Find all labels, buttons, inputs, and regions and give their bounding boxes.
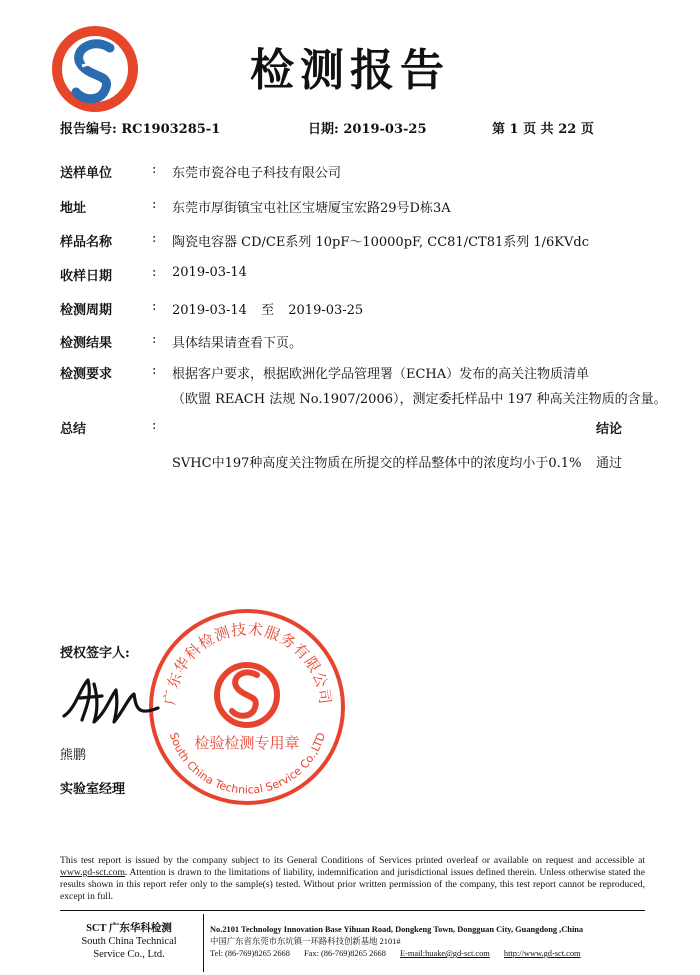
footer-web[interactable]: http://www.gd-sct.com: [503, 949, 581, 958]
seal-bottom-text: South China Technical Service Co.,LTD: [166, 730, 329, 797]
requirement-line2: （欧盟 REACH 法规 No.1907/2006），测定委托样品中 197 种高关注物质的含量。: [172, 392, 667, 407]
sample-colon: :: [152, 231, 157, 246]
report-date-label: 日期:: [308, 122, 339, 137]
footer-address-cn: 中国广东省东莞市东坑镇一环路科技创新基地 2101#: [210, 937, 401, 946]
result-label: 检测结果: [60, 336, 113, 351]
report-date: [308, 118, 427, 137]
footer-brand-line3: Service Co., Ltd.: [93, 949, 165, 960]
handwritten-signature: [58, 668, 168, 730]
page-prefix: 第: [492, 122, 506, 137]
footer-brand-line2: South China Technical: [81, 936, 177, 947]
page-current: 1: [509, 122, 519, 137]
address-label: 地址: [60, 201, 87, 216]
footer-brand-line1: SCT 广东华科检测: [86, 923, 172, 934]
signer-name: 熊鹏: [60, 748, 87, 763]
footer-divider: [60, 910, 645, 911]
seal-center-text: 检验检测专用章: [194, 734, 300, 752]
period-start: 2019-03-14: [172, 303, 247, 318]
summary-text: SVHC中197种高度关注物质在所提交的样品整体中的浓度均小于0.1%: [172, 456, 582, 471]
conclusion-value: 通过: [596, 456, 623, 471]
sample-label: 样品名称: [60, 235, 113, 250]
footer-fax: Fax: (86-769)8265 2668: [304, 949, 386, 958]
received-label: 收样日期: [60, 269, 113, 284]
requirement-line1: 根据客户要求，根据欧洲化学品管理署（ECHA）发布的高关注物质清单: [172, 367, 590, 382]
address-colon: :: [152, 197, 157, 212]
report-date-value: 2019-03-25: [343, 122, 427, 137]
disclaimer: [60, 855, 645, 903]
page-suffix: 页: [580, 122, 594, 137]
received-value: 2019-03-14: [172, 265, 247, 280]
report-number-label: 报告编号:: [60, 122, 117, 137]
seal-top-text: 广东华科检测技术服务有限公司: [160, 620, 335, 706]
summary-label: 总结: [60, 422, 87, 437]
received-colon: :: [152, 265, 157, 280]
sample-value: 陶瓷电容器 CD/CE系列 10pF～10000pF, CC81/CT81系列 1/6KVdc: [172, 235, 590, 250]
page-title: 检测报告: [250, 45, 450, 96]
disclaimer-part1: This test report is issued by the company subject to its General Conditions of Services printed overleaf or available on request and accessible at: [60, 855, 645, 866]
period-to: 至: [261, 303, 275, 318]
result-value: 具体结果请查看下页。: [172, 336, 303, 351]
report-number-value: RC1903285-1: [121, 122, 221, 137]
result-colon: :: [152, 332, 157, 347]
address-value: 东莞市厚街镇宝屯社区宝塘厦宝宏路29号D栋3A: [172, 201, 451, 216]
page-indicator: [492, 118, 594, 137]
requirement-colon: :: [152, 363, 157, 378]
period-colon: :: [152, 299, 157, 314]
signer-position: 实验室经理: [60, 782, 126, 797]
company-seal: [145, 605, 350, 810]
conclusion-header: 结论: [596, 422, 623, 437]
period-value: [172, 299, 363, 318]
report-number: [60, 118, 220, 137]
page-mid: 页 共: [523, 122, 554, 137]
footer-contact-line: [210, 948, 650, 960]
disclaimer-part2: . Attention is drawn to the limitations of liability, indemnification and jurisdictional issues defined therein. Unless otherwise stated the results shown in this report refer only to the sample(s) tested. Without prior written permission of the company, this test report cannot be reproduced, except in full.: [60, 867, 645, 902]
footer-tel: Tel: (86-769)8265 2668: [210, 949, 290, 958]
footer-brand: [60, 922, 198, 961]
signer-label: 授权签字人:: [60, 646, 130, 661]
footer-email[interactable]: E-mail:huake@gd-sct.com: [399, 949, 490, 958]
period-end: 2019-03-25: [288, 303, 364, 318]
footer-address-en: No.2101 Technology Innovation Base Yihuan Road, Dongkeng Town, Dongguan City, Guangdong ,China: [210, 925, 584, 934]
client-value: 东莞市瓷谷电子科技有限公司: [172, 166, 342, 181]
period-label: 检测周期: [60, 303, 113, 318]
footer-contact: [210, 924, 650, 960]
client-label: 送样单位: [60, 166, 113, 181]
requirement-label: 检测要求: [60, 367, 113, 382]
page-total: 22: [558, 122, 577, 137]
summary-colon: :: [152, 418, 157, 433]
client-colon: :: [152, 162, 157, 177]
footer-vertical-divider: [203, 914, 204, 972]
website-link[interactable]: www.gd-sct.com: [60, 867, 125, 878]
